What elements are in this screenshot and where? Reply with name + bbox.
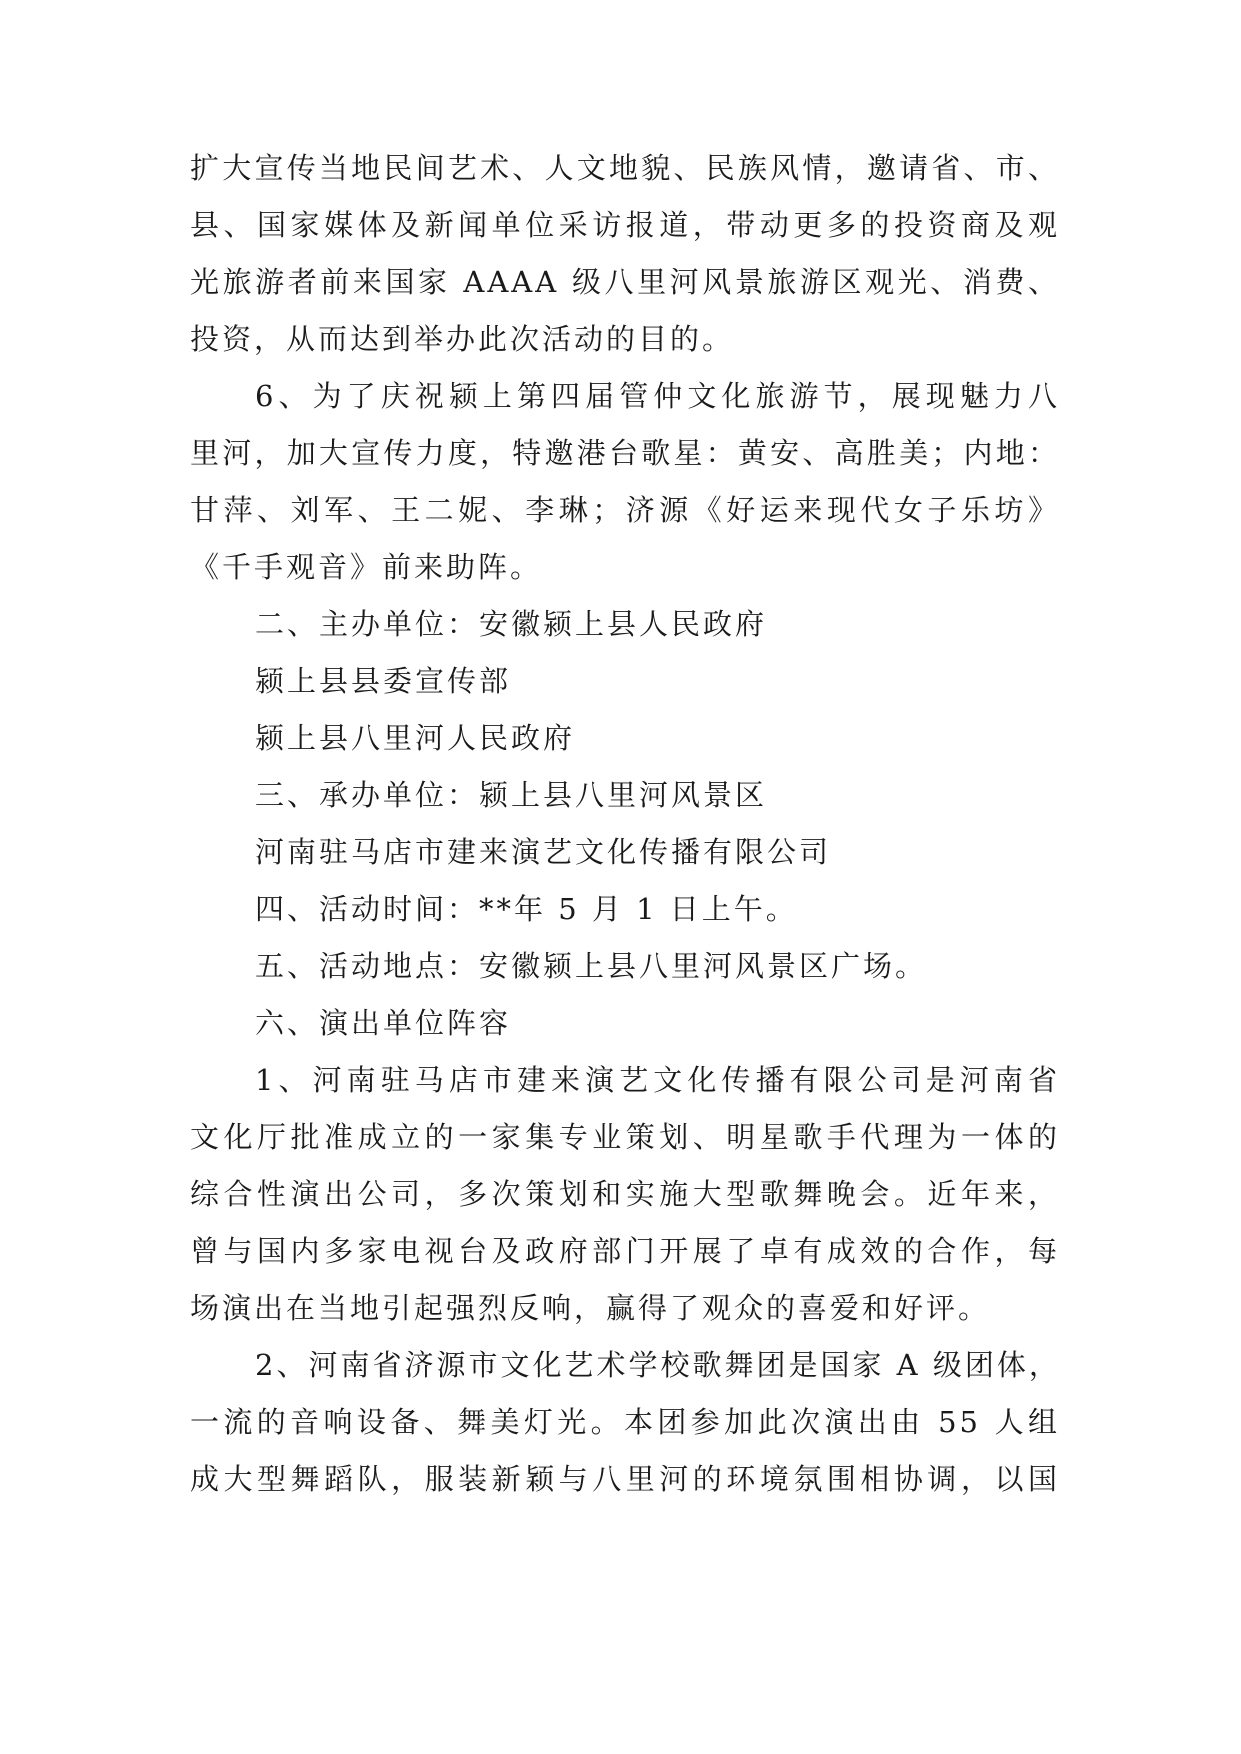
text-line: 河南驻马店市建来演艺文化传播有限公司 — [255, 835, 832, 869]
text-line: 《千手观音》前来助阵。 — [190, 550, 543, 584]
text-line: 1、河南驻马店市建来演艺文化传播有限公司是河南省 — [255, 1063, 1060, 1097]
text-line: 颍上县县委宣传部 — [255, 664, 512, 698]
text-line: 6、为了庆祝颍上第四届管仲文化旅游节，展现魅力八 — [255, 379, 1060, 413]
text-line: 里河，加大宣传力度，特邀港台歌星：黄安、高胜美；内地： — [190, 436, 1060, 470]
text-line: 扩大宣传当地民间艺术、人文地貌、民族风情，邀请省、市、 — [190, 151, 1060, 185]
text-line: 一流的音响设备、舞美灯光。本团参加此次演出由 55 人组 — [190, 1405, 1060, 1439]
text-line: 四、活动时间：**年 5 月 1 日上午。 — [255, 892, 798, 926]
text-line: 文化厅批准成立的一家集专业策划、明星歌手代理为一体的 — [190, 1120, 1060, 1154]
text-line: 五、活动地点：安徽颍上县八里河风景区广场。 — [255, 949, 928, 983]
text-line: 场演出在当地引起强烈反响，赢得了观众的喜爱和好评。 — [190, 1291, 991, 1325]
text-line: 2、河南省济源市文化艺术学校歌舞团是国家 A 级团体， — [255, 1348, 1061, 1382]
text-line: 三、承办单位：颍上县八里河风景区 — [255, 778, 768, 812]
text-line: 县、国家媒体及新闻单位采访报道，带动更多的投资商及观 — [190, 208, 1060, 242]
text-line: 曾与国内多家电视台及政府部门开展了卓有成效的合作，每 — [190, 1234, 1060, 1268]
text-line: 二、主办单位：安徽颍上县人民政府 — [255, 607, 768, 641]
text-line: 颍上县八里河人民政府 — [255, 721, 576, 755]
text-line: 成大型舞蹈队，服装新颖与八里河的环境氛围相协调，以国 — [190, 1462, 1060, 1496]
text-line: 六、演出单位阵容 — [255, 1006, 512, 1040]
text-line: 光旅游者前来国家 AAAA 级八里河风景旅游区观光、消费、 — [190, 265, 1060, 299]
text-line: 投资，从而达到举办此次活动的目的。 — [190, 322, 735, 356]
text-line: 综合性演出公司，多次策划和实施大型歌舞晚会。近年来， — [190, 1177, 1060, 1211]
text-line: 甘萍、刘军、王二妮、李琳；济源《好运来现代女子乐坊》 — [190, 493, 1060, 527]
